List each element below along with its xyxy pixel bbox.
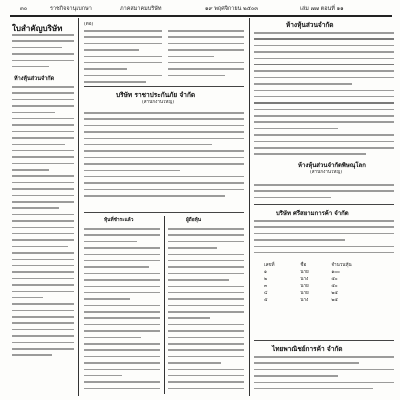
col1-text-block: [12, 86, 74, 361]
col3-text-block: [254, 184, 394, 203]
col2-note: (ต่อ): [84, 22, 94, 27]
col2-table-left-head: หุ้นที่ชำระแล้ว: [104, 217, 134, 223]
col2-text-block-right: [168, 30, 244, 81]
page-number: ๓๐: [20, 6, 28, 12]
col2-separator: [84, 86, 244, 87]
col1-text-block: [12, 34, 74, 72]
col1-subheading: ห้างหุ้นส่วนจำกัด: [14, 76, 55, 82]
table-cell: นาย: [300, 270, 309, 275]
col3-separator: [254, 340, 394, 341]
col1-heading: ใบสำคัญบริษัท: [12, 23, 63, 33]
table-row: [262, 290, 390, 297]
col2-inner-divider: [164, 216, 165, 394]
table-row: [262, 297, 390, 304]
table-cell: ๕๐: [331, 284, 338, 289]
table-cell: นาง: [300, 298, 309, 303]
table-cell: ๕๐: [331, 277, 338, 282]
table-cell: ๑๐๐: [331, 270, 340, 275]
col2-text-block: [84, 30, 162, 88]
col3-heading: ห้างหุ้นส่วนจำกัด: [286, 21, 334, 29]
table-cell: นาง: [300, 277, 309, 282]
table-header-cell: จำนวนหุ้น: [331, 263, 352, 268]
col3-separator: [254, 204, 394, 205]
table-row: [262, 283, 390, 290]
col2-separator: [84, 212, 244, 213]
table-row: [262, 269, 390, 276]
column-divider: [249, 18, 250, 396]
table-row: [262, 262, 390, 269]
table-cell: ๔: [264, 291, 268, 296]
shareholder-table: [262, 262, 390, 304]
col3-text-block: [254, 220, 394, 258]
table-row: [262, 276, 390, 283]
table-cell: ๒๕: [331, 291, 338, 296]
table-header-cell: ชื่อ: [300, 263, 307, 268]
col2-table-right-head: ผู้ถือหุ้น: [186, 217, 202, 223]
col3-footer-title: ไทยพาณิชย์การค้า จำกัด: [272, 345, 343, 353]
col2-list-left: [84, 228, 160, 394]
col3-title2: บริษัท ศรีสยามการค้า จำกัด: [276, 210, 349, 217]
table-cell: นาย: [300, 291, 309, 296]
table-cell: นาย: [300, 284, 309, 289]
section-name: ภาคสมาคมบริษัท: [120, 6, 162, 12]
gazette-title: ราชกิจจานุเบกษา: [50, 6, 92, 12]
col2-text-block: [84, 112, 244, 201]
issue-date: ๑๙ พฤศจิกายน ๒๕๐๓: [205, 6, 258, 12]
table-cell: ๓: [264, 284, 268, 289]
col3-title1-subtitle: (สำนักงานใหญ่): [310, 170, 343, 175]
col3-text-block: [254, 32, 394, 160]
col3-title1: ห้างหุ้นส่วนจำกัดพิษณุโลก: [298, 162, 366, 169]
page-header: [10, 4, 392, 14]
table-cell: ๒๕: [331, 298, 338, 303]
header-rule: [10, 15, 392, 17]
table-cell: ๒: [264, 277, 268, 282]
col2-title: บริษัท ราชาประกันภัย จำกัด: [116, 91, 196, 99]
table-cell: ๑: [264, 270, 267, 275]
table-cell: ๕: [264, 298, 268, 303]
col2-list-right: [168, 228, 244, 394]
column-divider: [78, 18, 79, 396]
col3-text-block: [254, 356, 394, 394]
volume-info: เล่ม ๗๗ ตอนที่ ๑๑: [300, 6, 344, 12]
col2-subtitle: (สำนักงานใหญ่): [142, 100, 175, 105]
table-header-cell: เลขที่: [264, 263, 275, 268]
